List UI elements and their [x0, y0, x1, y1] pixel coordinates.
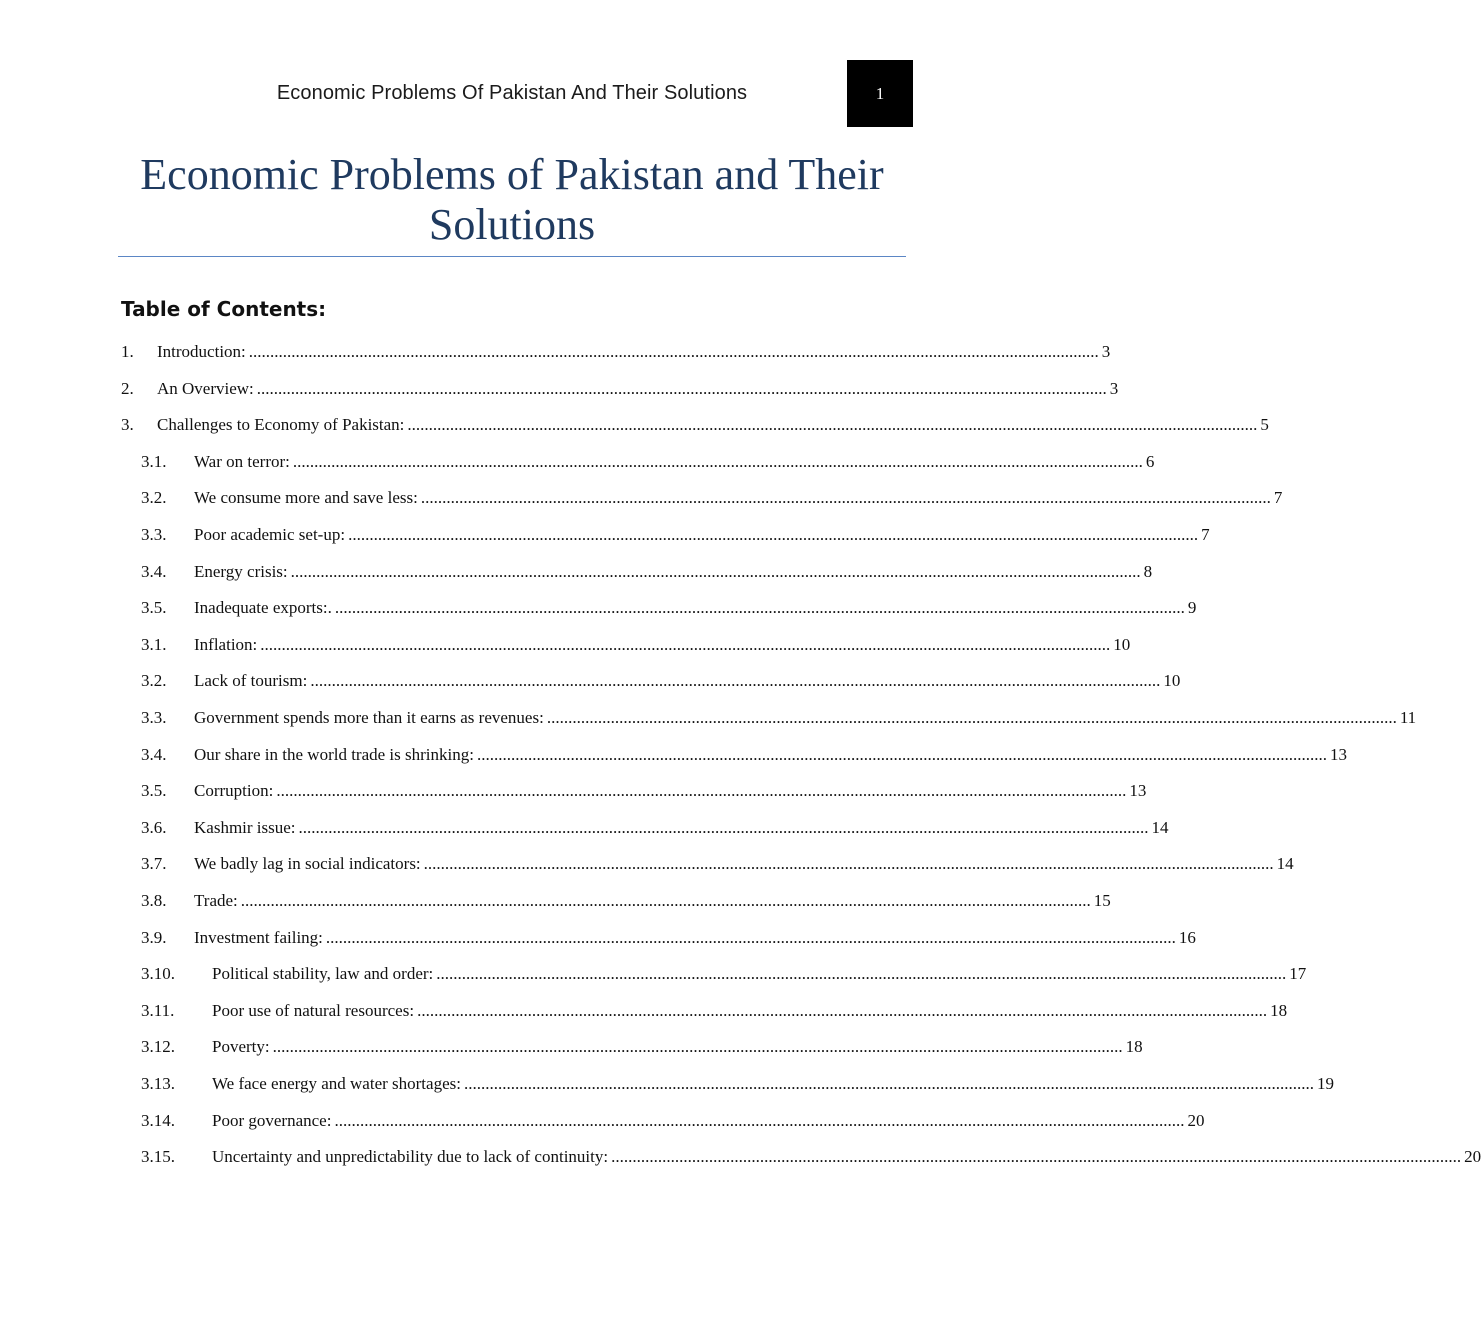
toc-entry-page: 7 — [1201, 525, 1210, 544]
toc-entry[interactable] — [141, 669, 1181, 693]
toc-entry-number: 3.14. — [141, 1111, 175, 1130]
toc-entry[interactable] — [141, 450, 1155, 474]
toc-entry[interactable] — [121, 377, 1119, 401]
toc-dot-leader: ........................................................................................................................................................................................................ — [292, 452, 1143, 471]
page-number-box: 1 — [847, 60, 913, 127]
toc-entry-page: 20 — [1464, 1147, 1481, 1166]
toc-dot-leader: ........................................................................................................................................................................................................ — [423, 854, 1274, 873]
toc-entry[interactable] — [141, 560, 1153, 584]
running-header: Economic Problems Of Pakistan And Their Solutions — [276, 82, 748, 104]
toc-entry-page: 3 — [1101, 342, 1111, 361]
document-title: Economic Problems of Pakistan and Their Solutions — [140, 150, 884, 249]
toc-dot-leader: ........................................................................................................................................................................................................ — [325, 928, 1176, 947]
toc-entry-title: Kashmir issue: — [194, 818, 296, 837]
toc-dot-leader: ........................................................................................................................................................................................................ — [476, 745, 1327, 764]
toc-entry-number: 3.15. — [141, 1147, 175, 1166]
toc-entry-title: We consume more and save less: — [194, 488, 418, 507]
title-underline — [118, 256, 906, 257]
toc-entry[interactable] — [141, 486, 1283, 510]
toc-entry[interactable] — [141, 962, 1307, 986]
toc-dot-leader: ........................................................................................................................................................................................................ — [240, 891, 1091, 910]
toc-entry-number: 3. — [121, 415, 134, 434]
toc-entry-title: War on terror: — [194, 452, 290, 471]
toc-entry-title: Corruption: — [194, 781, 274, 800]
toc-entry[interactable] — [121, 340, 1111, 364]
toc-entry-number: 3.4. — [141, 562, 167, 581]
toc-heading: Table of Contents: — [121, 297, 327, 321]
toc-entry-number: 1. — [121, 342, 134, 361]
toc-entry-page: 14 — [1276, 854, 1294, 873]
toc-entry-number: 3.7. — [141, 854, 167, 873]
toc-entry-title: Investment failing: — [194, 928, 323, 947]
toc-entry-title: An Overview: — [157, 379, 254, 398]
toc-entry-page: 19 — [1316, 1074, 1334, 1093]
toc-entry-title: Our share in the world trade is shrinking: — [194, 745, 474, 764]
toc-entry-title: Political stability, law and order: — [212, 964, 434, 983]
toc-entry-page: 10 — [1163, 671, 1181, 690]
toc-dot-leader: ........................................................................................................................................................................................................ — [611, 1147, 1462, 1166]
toc-entry[interactable] — [141, 926, 1196, 950]
toc-dot-leader: ........................................................................................................................................................................................................ — [260, 635, 1111, 654]
toc-entry-number: 3.10. — [141, 964, 175, 983]
toc-dot-leader: ........................................................................................................................................................................................................ — [272, 1037, 1123, 1056]
toc-dot-leader: ........................................................................................................................................................................................................ — [310, 671, 1161, 690]
toc-entry-number: 3.8. — [141, 891, 167, 910]
toc-entry-page: 13 — [1329, 745, 1347, 764]
toc-entry-number: 3.9. — [141, 928, 167, 947]
toc-entry[interactable] — [141, 523, 1210, 547]
toc-entry-title: Government spends more than it earns as revenues: — [194, 708, 544, 727]
toc-entry-number: 3.5. — [141, 781, 167, 800]
toc-entry-page: 10 — [1113, 635, 1131, 654]
toc-entry-title: Inflation: — [194, 635, 258, 654]
toc-entry[interactable] — [141, 1145, 1481, 1169]
toc-entry-page: 20 — [1187, 1111, 1205, 1130]
toc-entry-title: Poor academic set-up: — [194, 525, 346, 544]
toc-entry-title: Uncertainty and unpredictability due to lack of continuity: — [212, 1147, 609, 1166]
toc-entry-number: 2. — [121, 379, 134, 398]
toc-entry-number: 3.11. — [141, 1001, 175, 1020]
toc-entry[interactable] — [141, 706, 1417, 730]
toc-entry-title: Poverty: — [212, 1037, 270, 1056]
toc-dot-leader: ........................................................................................................................................................................................................ — [276, 781, 1127, 800]
toc-entry-page: 7 — [1273, 488, 1283, 507]
toc-entry[interactable] — [141, 1109, 1205, 1133]
toc-entry-number: 3.13. — [141, 1074, 175, 1093]
toc-entry-number: 3.3. — [141, 708, 167, 727]
toc-entry[interactable] — [121, 413, 1269, 437]
toc-dot-leader: ........................................................................................................................................................................................................ — [436, 964, 1287, 983]
toc-entry-number: 3.3. — [141, 525, 167, 544]
toc-entry-number: 3.2. — [141, 488, 167, 507]
toc-entry-page: 18 — [1270, 1001, 1288, 1020]
toc-entry-page: 9 — [1187, 598, 1197, 617]
toc-entry-page: 14 — [1151, 818, 1169, 837]
toc-entry-number: 3.1. — [141, 452, 167, 471]
toc-dot-leader: ........................................................................................................................................................................................................ — [407, 415, 1258, 434]
toc-entry-number: 3.1. — [141, 635, 167, 654]
toc-dot-leader: ........................................................................................................................................................................................................ — [290, 562, 1141, 581]
toc-dot-leader: ........................................................................................................................................................................................................ — [334, 1111, 1185, 1130]
toc-entry-title: Lack of tourism: — [194, 671, 308, 690]
toc-entry-page: 8 — [1143, 562, 1153, 581]
toc-entry-page: 5 — [1260, 415, 1269, 434]
toc-dot-leader: ........................................................................................................................................................................................................ — [248, 342, 1099, 361]
toc-entry-page: 6 — [1145, 452, 1155, 471]
toc-entry-title: Poor governance: — [212, 1111, 332, 1130]
toc-entry-number: 3.12. — [141, 1037, 175, 1056]
toc-entry[interactable] — [141, 1072, 1334, 1096]
toc-entry[interactable] — [141, 779, 1147, 803]
toc-dot-leader: ........................................................................................................................................................................................................ — [256, 379, 1107, 398]
toc-dot-leader: ........................................................................................................................................................................................................ — [463, 1074, 1314, 1093]
toc-entry-page: 18 — [1125, 1037, 1143, 1056]
toc-entry[interactable] — [141, 816, 1169, 840]
toc-entry[interactable] — [141, 999, 1288, 1023]
toc-entry-title: Inadequate exports:. — [194, 598, 332, 617]
toc-dot-leader: ........................................................................................................................................................................................................ — [334, 598, 1185, 617]
toc-entry-title: Introduction: — [157, 342, 246, 361]
toc-entry-title: We badly lag in social indicators: — [194, 854, 421, 873]
toc-entry-page: 16 — [1178, 928, 1196, 947]
toc-entry-number: 3.6. — [141, 818, 167, 837]
toc-entry[interactable] — [141, 889, 1111, 913]
toc-entry-page: 3 — [1109, 379, 1119, 398]
toc-entry-title: Challenges to Economy of Pakistan: — [157, 415, 405, 434]
toc-entry-number: 3.4. — [141, 745, 167, 764]
toc-entry[interactable] — [141, 1035, 1143, 1059]
toc-entry-page: 13 — [1129, 781, 1147, 800]
toc-entry-page: 17 — [1289, 964, 1307, 983]
toc-entry-number: 3.2. — [141, 671, 167, 690]
toc-entry-title: We face energy and water shortages: — [212, 1074, 461, 1093]
toc-entry[interactable] — [141, 596, 1197, 620]
toc-entry[interactable] — [141, 852, 1294, 876]
toc-dot-leader: ........................................................................................................................................................................................................ — [420, 488, 1271, 507]
toc-entry[interactable] — [141, 633, 1131, 657]
toc-entry[interactable] — [141, 743, 1347, 767]
toc-entry-title: Energy crisis: — [194, 562, 288, 581]
toc-entry-number: 3.5. — [141, 598, 167, 617]
toc-dot-leader: ........................................................................................................................................................................................................ — [298, 818, 1149, 837]
toc-dot-leader: ........................................................................................................................................................................................................ — [417, 1001, 1268, 1020]
toc-entry-title: Poor use of natural resources: — [212, 1001, 415, 1020]
toc-dot-leader: ........................................................................................................................................................................................................ — [546, 708, 1397, 727]
toc-entry-page: 11 — [1399, 708, 1417, 727]
toc-dot-leader: ........................................................................................................................................................................................................ — [348, 525, 1199, 544]
toc-entry-page: 15 — [1093, 891, 1111, 910]
toc-entry-title: Trade: — [194, 891, 238, 910]
